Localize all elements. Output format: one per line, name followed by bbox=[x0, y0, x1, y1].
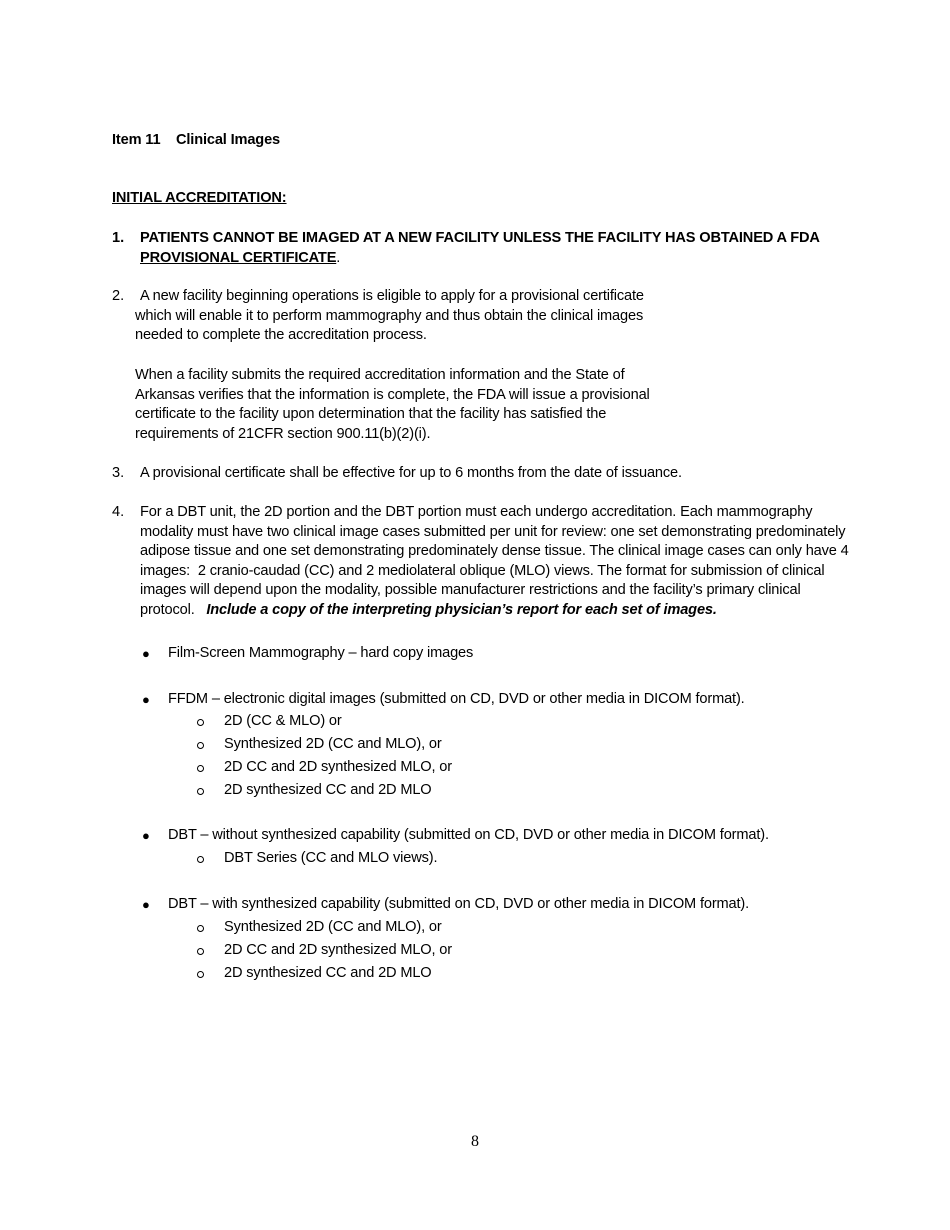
item-4-line-5: images will depend upon the modality, possible manufacturer restrictions and the facility’s primary clinical bbox=[140, 582, 801, 599]
ffdm-option-1: 2D (CC & MLO) or bbox=[224, 713, 342, 729]
dbt-with-option-3: 2D synthesized CC and 2D MLO bbox=[224, 965, 432, 981]
item-1-line-2 bbox=[140, 249, 820, 269]
item-1-period: . bbox=[336, 249, 341, 266]
item-1-line-1: PATIENTS CANNOT BE IMAGED AT A NEW FACILITY UNLESS THE FACILITY HAS OBTAINED A FDA bbox=[140, 230, 820, 246]
item-4-line-6 bbox=[140, 601, 849, 621]
bullet-marker: ● bbox=[142, 897, 150, 912]
item-4-line-2: modality must have two clinical image cases submitted per unit for review: one set demonstrating predominately bbox=[140, 523, 846, 540]
item-2-line-2: which will enable it to perform mammography and thus obtain the clinical images bbox=[135, 307, 644, 324]
sub-bullet-circle bbox=[197, 719, 204, 726]
item-2-para2-line-4: requirements of 21CFR section 900.11(b)(2)(i). bbox=[135, 425, 431, 442]
dbt-with-option-1: Synthesized 2D (CC and MLO), or bbox=[224, 919, 442, 935]
item-number: Item 11 bbox=[112, 132, 161, 148]
item-2-line-1: A new facility beginning operations is eligible to apply for a provisional certificate bbox=[140, 288, 644, 304]
item-3-number: 3. bbox=[112, 465, 125, 481]
sub-bullet-circle bbox=[197, 925, 204, 932]
sub-bullet-circle bbox=[197, 948, 204, 955]
item-2-paragraph-2 bbox=[135, 366, 650, 444]
report-instruction: Include a copy of the interpreting physician’s report for each set of images. bbox=[206, 601, 717, 618]
bullet-marker: ● bbox=[142, 828, 150, 843]
dbt-with-option-2: 2D CC and 2D synthesized MLO, or bbox=[224, 942, 452, 958]
item-3-text: A provisional certificate shall be effective for up to 6 months from the date of issuance. bbox=[140, 465, 682, 481]
item-2-para2-line-3: certificate to the facility upon determination that the facility has satisfied the bbox=[135, 406, 607, 423]
page-number: 8 bbox=[471, 1133, 479, 1150]
item-2-para2-line-1: When a facility submits the required accreditation information and the State of bbox=[135, 367, 625, 383]
item-1-text bbox=[140, 229, 820, 268]
bullet-dbt-with-synthesized: DBT – with synthesized capability (submitted on CD, DVD or other media in DICOM format). bbox=[168, 896, 750, 912]
sub-bullet-circle bbox=[197, 788, 204, 795]
sub-bullet-circle bbox=[197, 742, 204, 749]
item-1-number: 1. bbox=[112, 230, 125, 246]
ffdm-option-3: 2D CC and 2D synthesized MLO, or bbox=[224, 759, 452, 775]
bullet-film-screen: Film-Screen Mammography – hard copy images bbox=[168, 645, 474, 661]
sub-bullet-circle bbox=[197, 856, 204, 863]
bullet-marker: ● bbox=[142, 692, 150, 707]
item-4-line-4: images: 2 cranio-caudad (CC) and 2 mediolateral oblique (MLO) views. The format for submission of clinical bbox=[140, 562, 825, 579]
item-4-protocol: protocol. bbox=[140, 601, 207, 618]
item-2-paragraph-1 bbox=[135, 287, 644, 346]
item-2-number: 2. bbox=[112, 288, 125, 304]
bullet-marker: ● bbox=[142, 646, 150, 661]
bullet-ffdm: FFDM – electronic digital images (submitted on CD, DVD or other media in DICOM format). bbox=[168, 691, 745, 707]
item-2-line-3: needed to complete the accreditation process. bbox=[135, 327, 427, 344]
bullet-dbt-without-synthesized: DBT – without synthesized capability (submitted on CD, DVD or other media in DICOM format). bbox=[168, 827, 769, 843]
item-4-line-3: adipose tissue and one set demonstrating predominately dense tissue. The clinical image cases can only have 4 bbox=[140, 543, 849, 560]
section-title: INITIAL ACCREDITATION: bbox=[112, 190, 287, 206]
item-title: Clinical Images bbox=[176, 132, 281, 148]
ffdm-option-2: Synthesized 2D (CC and MLO), or bbox=[224, 736, 442, 752]
dbt-without-option-1: DBT Series (CC and MLO views). bbox=[224, 850, 438, 866]
provisional-certificate-term: PROVISIONAL CERTIFICATE bbox=[140, 249, 337, 266]
item-4-line-1: For a DBT unit, the 2D portion and the DBT portion must each undergo accreditation. Each mammography bbox=[140, 504, 813, 520]
item-2-para2-line-2: Arkansas verifies that the information is complete, the FDA will issue a provisional bbox=[135, 386, 650, 403]
item-4-text bbox=[140, 503, 849, 621]
item-4-number: 4. bbox=[112, 504, 125, 520]
ffdm-option-4: 2D synthesized CC and 2D MLO bbox=[224, 782, 432, 798]
sub-bullet-circle bbox=[197, 971, 204, 978]
sub-bullet-circle bbox=[197, 765, 204, 772]
